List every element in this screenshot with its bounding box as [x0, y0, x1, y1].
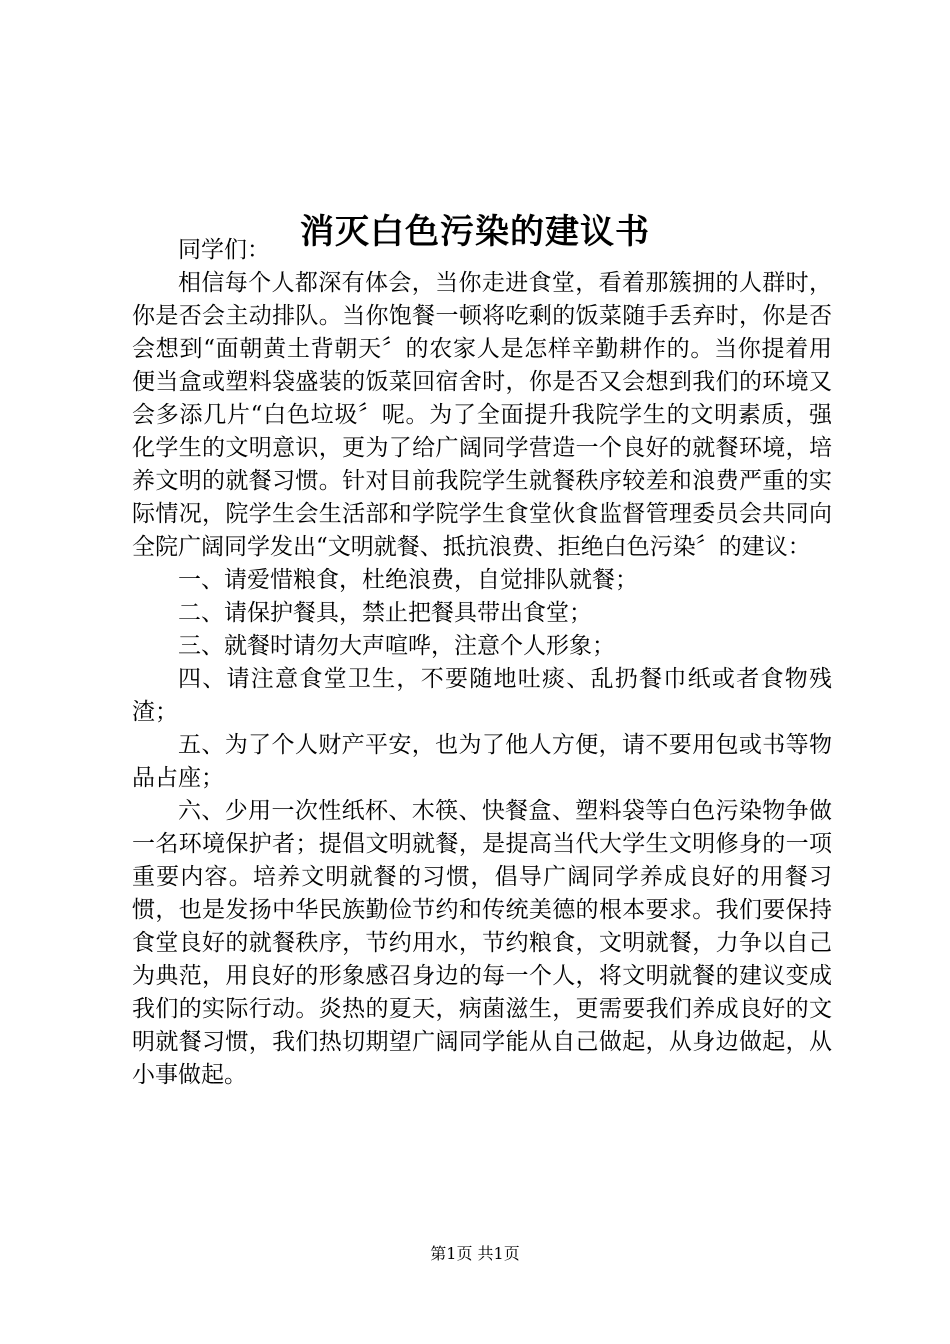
document-title: 消灭白色污染的建议书	[300, 211, 650, 252]
page-footer	[0, 1243, 950, 1265]
paragraph-item-5: 五、为了个人财产平安，也为了他人方便，请不要用包或书等物品占座；	[132, 732, 832, 791]
salutation: 同学们：	[178, 237, 270, 263]
paragraph-intro: 相信每个人都深有体会，当你走进食堂，看着那簇拥的人群时，你是否会主动排队。当你饱餐一顿将吃剩的饭菜随手丢弃时，你是否会想到“面朝黄土背朝天〞的农家人是怎样辛勤耕作的。当你提着用便当盒或塑料袋盛装的饭菜回宿舍时，你是否又会想到我们的环境又会多添几片“白色垃圾〞呢。为了全面提升我院学生的文明素质，强化学生的文明意识，更为了给广阔同学营造一个良好的就餐环境，培养文明的就餐习惯。针对目前我院学生就餐秩序较差和浪费严重的实际情况，院学生会生活部和学院学生食堂伙食监督管理委员会共同向全院广阔同学发出“文明就餐、抵抗浪费、拒绝白色污染〞的建议：	[132, 270, 832, 560]
paragraph-item-6: 六、少用一次性纸杯、木筷、快餐盒、塑料袋等白色污染物争做一名环境保护者；提倡文明就餐，是提高当代大学生文明修身的一项重要内容。培养文明就餐的习惯，倡导广阔同学养成良好的用餐习惯，也是发扬中华民族勤俭节约和传统美德的根本要求。我们要保持食堂良好的就餐秩序，节约用水，节约粮食，文明就餐，力争以自己为典范，用良好的形象感召身边的每一个人，将文明就餐的建议变成我们的实际行动。炎热的夏天，病菌滋生，更需要我们养成良好的文明就餐习惯，我们热切期望广阔同学能从自己做起，从身边做起，从小事做起。	[132, 798, 832, 1088]
paragraph-item-4: 四、请注意食堂卫生，不要随地吐痰、乱扔餐巾纸或者食物残渣；	[132, 666, 832, 725]
page-number-current: 第1页	[430, 1244, 473, 1263]
document-body	[132, 234, 832, 1092]
page-number-total: 共1页	[477, 1244, 520, 1263]
paragraph-item-1: 一、请爱惜粮食，杜绝浪费，自觉排队就餐；	[178, 567, 638, 593]
paragraph-item-3: 三、就餐时请勿大声喧哗，注意个人形象；	[178, 633, 615, 659]
paragraph-item-2: 二、请保护餐具，禁止把餐具带出食堂；	[178, 600, 592, 626]
